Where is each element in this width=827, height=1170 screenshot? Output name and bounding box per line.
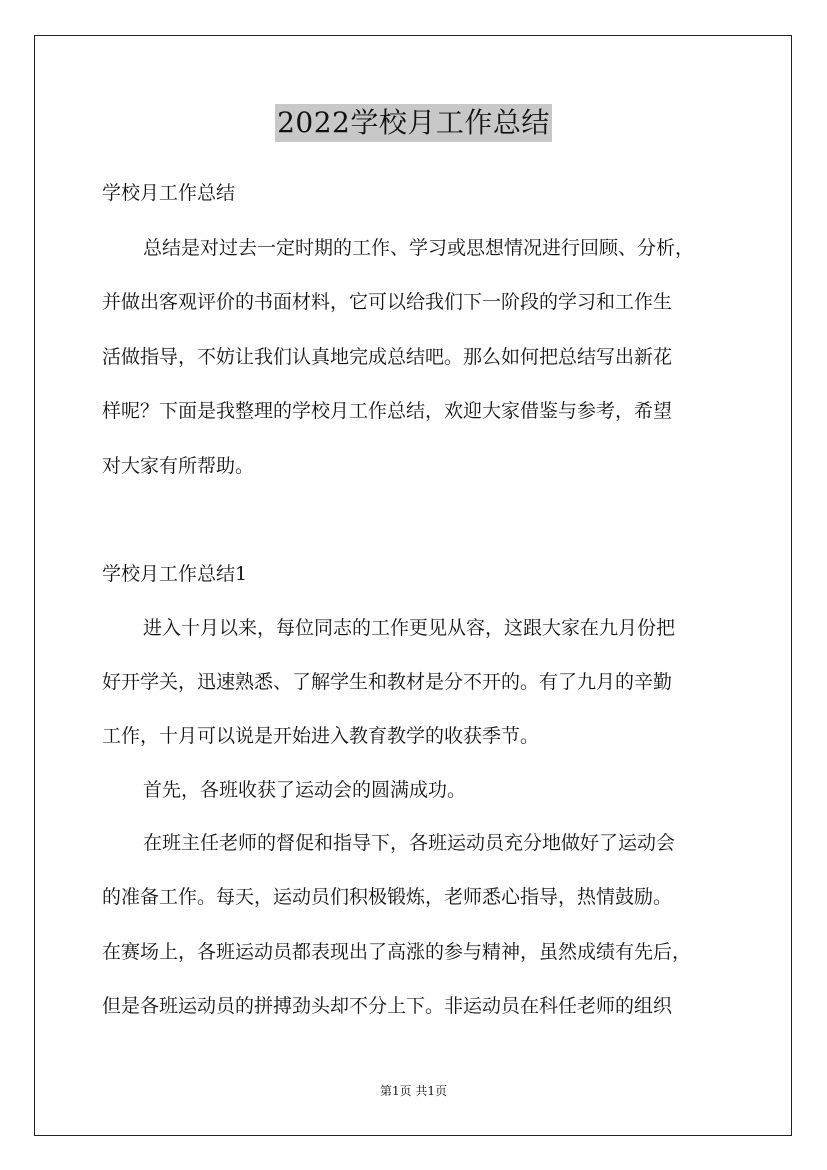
paragraph-line: 总结是对过去一定时期的工作、学习或思想情况进行回顾、分析， [143, 237, 695, 259]
paragraph-line: 活做指导，不妨让我们认真地完成总结吧。那么如何把总结写出新花 [102, 346, 673, 368]
paragraph-line: 样呢？下面是我整理的学校月工作总结，欢迎大家借鉴与参考，希望 [102, 400, 673, 422]
paragraph-line: 在赛场上，各班运动员都表现出了高涨的参与精神，虽然成绩有先后， [102, 941, 692, 963]
paragraph-line: 的准备工作。每天，运动员们积极锻炼，老师悉心指导，热情鼓励。 [102, 886, 673, 908]
paragraph-line: 并做出客观评价的书面材料，它可以给我们下一阶段的学习和工作生 [102, 291, 673, 313]
paragraph-line: 对大家有所帮助。 [102, 455, 255, 477]
paragraph-line: 在班主任老师的督促和指导下，各班运动员充分地做好了运动会 [143, 832, 676, 854]
section-heading: 学校月工作总结 [102, 182, 236, 204]
paragraph-line: 首先，各班收获了运动会的圆满成功。 [143, 779, 467, 801]
paragraph-line: 但是各班运动员的拼搏劲头却不分上下。非运动员在科任老师的组织 [102, 995, 673, 1017]
section-heading: 学校月工作总结1 [102, 563, 248, 585]
paragraph-line: 进入十月以来，每位同志的工作更见从容，这跟大家在九月份把 [143, 617, 676, 639]
paragraph-line: 工作，十月可以说是开始进入教育教学的收获季节。 [102, 725, 540, 747]
title-container [0, 104, 827, 142]
page-footer: 第1页 共1页 [379, 1084, 448, 1098]
document-title: 2022学校月工作总结 [275, 104, 552, 142]
paragraph-line: 好开学关，迅速熟悉、了解学生和教材是分不开的。有了九月的辛勤 [102, 671, 673, 693]
